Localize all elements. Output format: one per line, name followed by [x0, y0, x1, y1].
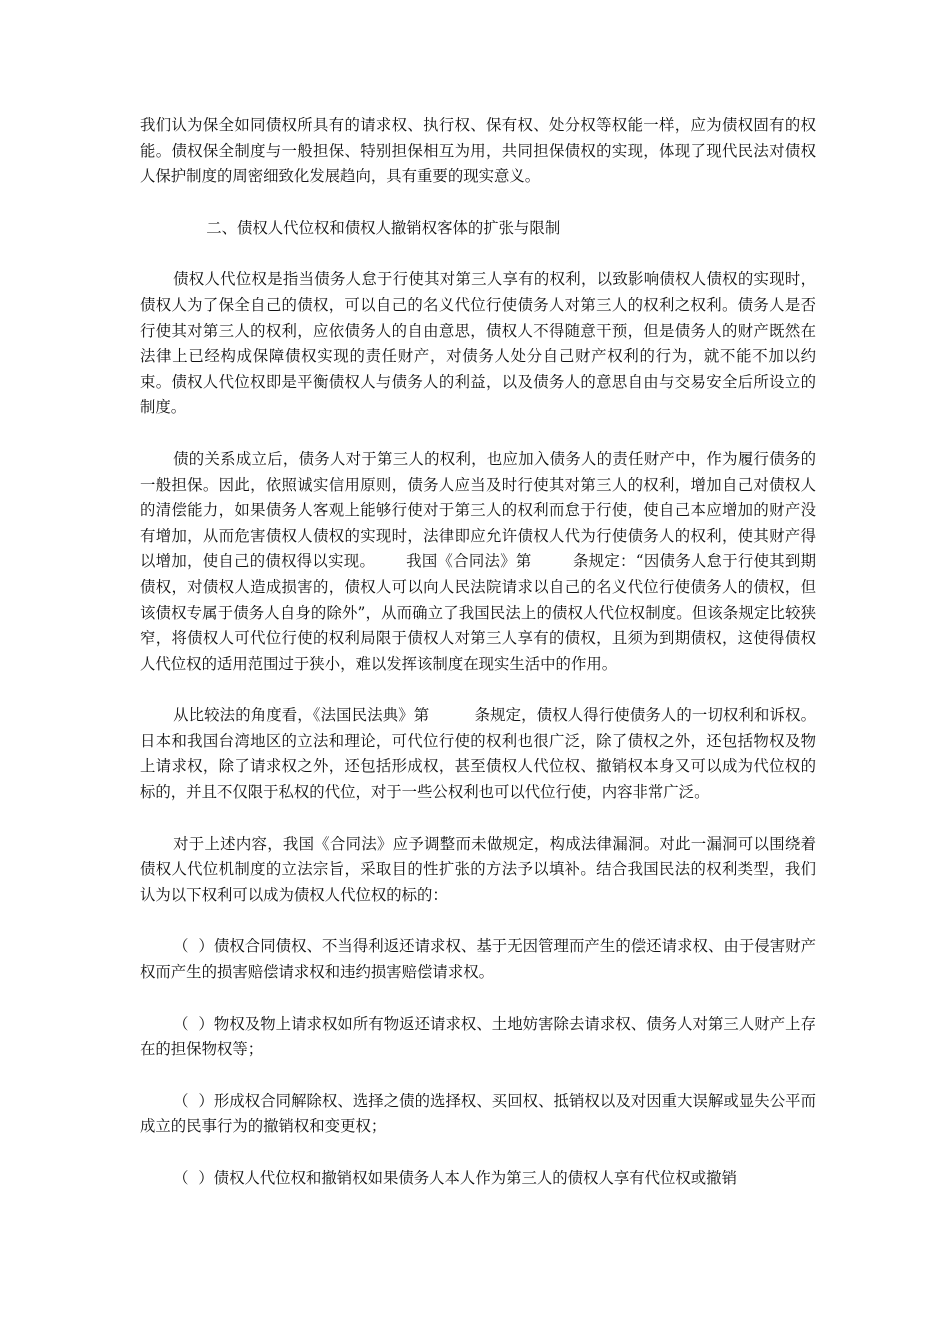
paragraph-comparative-law: 从比较法的角度看，《法国民法典》第 条规定，债权人得行使债务人的一切权利和诉权。日本和我国台湾地区的立法和理论，可代位行使的权利也很广泛，除了债权之外，还包括物权及物上请求权，除了请求权之外，还包括形成权，甚至债权人代位权、撤销权本身又可以成为代位权的标的，并且不仅限于私权的代位，对于一些公权利也可以代位行使，内容非常广泛。	[140, 706, 816, 802]
list-item-subrogation-rights: （ ）债权人代位权和撤销权如果债务人本人作为第三人的债权人享有代位权或撤销	[173, 1169, 737, 1187]
paragraph-contract-law: 债的关系成立后，债务人对于第三人的权利，也应加入债务人的责任财产中，作为履行债务的一般担保。因此，依照诚实信用原则，债务人应当及时行使其对第三人的权利，增加自己对债权人的清偿能力，如果债务人客观上能够行使对于第三人的权利而怠于行使，使自己本应增加的财产没有增加，从而危害债权人债权的实现时，法律即应允许债权人代为行使债务人的权利，使其财产得以增加，使自己的债权得以实现。 我国《合同法》第 条规定：“因债务人怠于行使其到期债权，对债权人造成损害的，债权人可以向人民法院请求以自己的名义代位行使债务人的债权，但该债权专属于债务人自身的除外”，从而确立了我国民法上的债权人代位权制度。但该条规定比较狭窄，将债权人可代位行使的权利局限于债权人对第三人享有的债权，且须为到期债权，这使得债权人代位权的适用范围过于狭小，难以发挥该制度在现实生活中的作用。	[140, 449, 816, 673]
document-page	[140, 113, 816, 1192]
list-item-formation-rights: （ ）形成权合同解除权、选择之债的选择权、买回权、抵销权以及对因重大误解或显失公平而成立的民事行为的撤销权和变更权；	[140, 1091, 816, 1136]
list-item-property-rights: （ ）物权及物上请求权如所有物返还请求权、土地妨害除去请求权、债务人对第三人财产上存在的担保物权等；	[140, 1014, 816, 1059]
paragraph-definition: 债权人代位权是指当债务人怠于行使其对第三人享有的权利，以致影响债权人债权的实现时，债权人为了保全自己的债权，可以自己的名义代位行使债务人对第三人的权利之权利。债务人是否行使其对第三人的权利，应依债务人的自由意思，债权人不得随意干预，但是债务人的财产既然在法律上已经构成保障债权实现的责任财产，对债务人处分自己财产权利的行为，就不能不加以约束。债权人代位权即是平衡债权人与债务人的利益，以及债务人的意思自由与交易安全后所设立的制度。	[140, 270, 816, 417]
paragraph-legal-gap: 对于上述内容，我国《合同法》应予调整而未做规定，构成法律漏洞。对此一漏洞可以围绕着债权人代位机制度的立法宗旨，采取目的性扩张的方法予以填补。结合我国民法的权利类型，我们认为以下权利可以成为债权人代位权的标的：	[140, 834, 816, 904]
section-heading: 二、债权人代位权和债权人撤销权客体的扩张与限制	[206, 218, 561, 237]
paragraph-intro: 我们认为保全如同债权所具有的请求权、执行权、保有权、处分权等权能一样，应为债权固有的权能。债权保全制度与一般担保、特别担保相互为用，共同担保债权的实现，体现了现代民法对债权人保护制度的周密细致化发展趋向，具有重要的现实意义。	[140, 116, 816, 186]
list-item-creditor-rights: （ ）债权合同债权、不当得利返还请求权、基于无因管理而产生的偿还请求权、由于侵害财产权而产生的损害赔偿请求权和违约损害赔偿请求权。	[140, 937, 816, 982]
